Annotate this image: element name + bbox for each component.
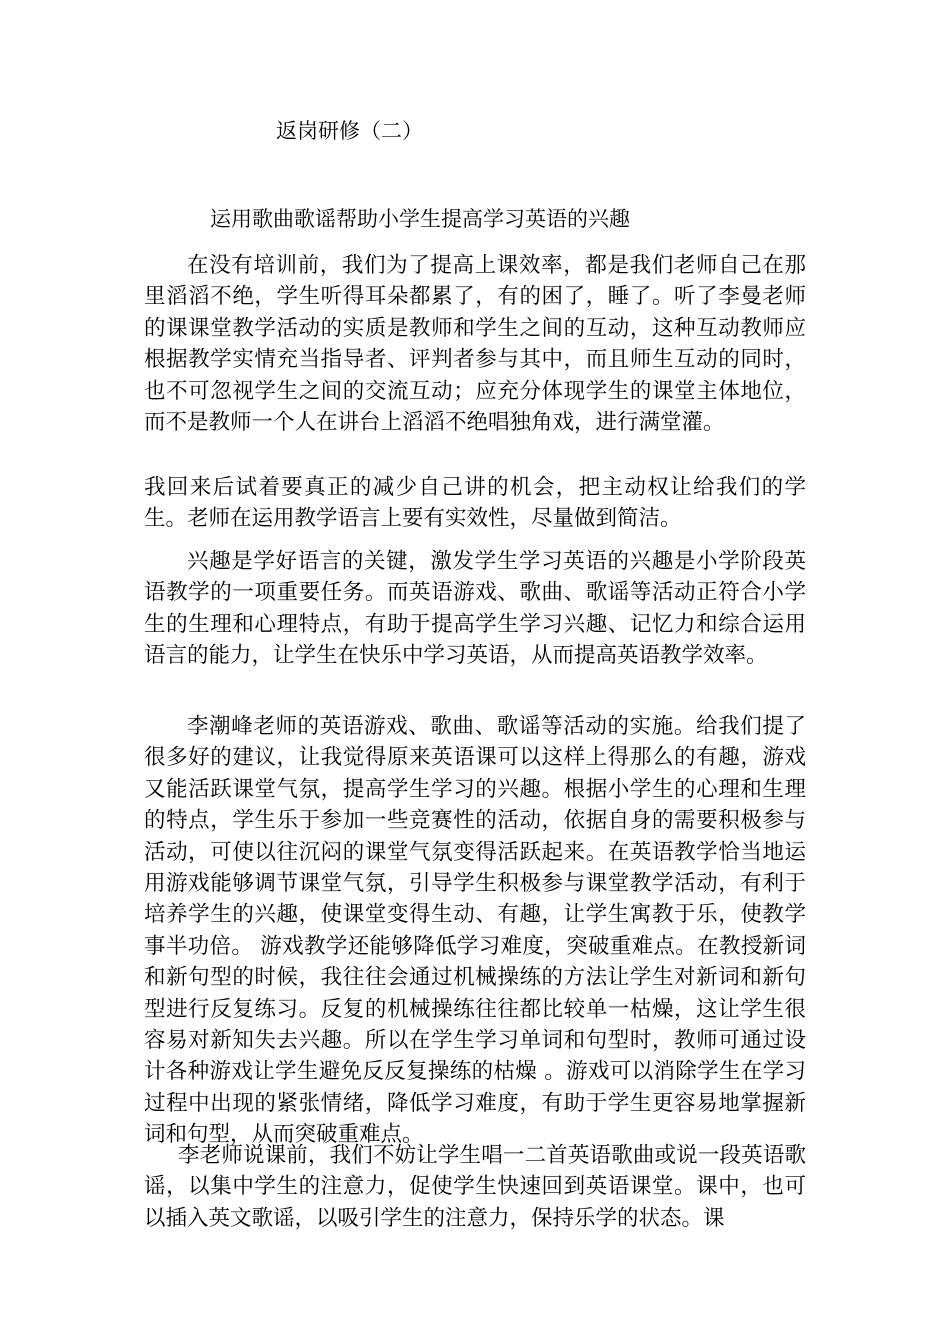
paragraph-5: 李老师说课前，我们不妨让学生唱一二首英语歌曲或说一段英语歌谣，以集中学生的注意力，促使学生快速回到英语课堂。课中，也可以插入英文歌谣，以吸引学生的注意力，保持乐学的状态。课 (144, 1143, 806, 1231)
paragraph-3: 兴趣是学好语言的关键，激发学生学习英语的兴趣是小学阶段英语教学的一项重要任务。而英语游戏、歌曲、歌谣等活动正符合小学生的生理和心理特点，有助于提高学生学习兴趣、记忆力和综合运用语言的能力，让学生在快乐中学习英语，从而提高英语教学效率。 (144, 549, 806, 669)
paragraph-1: 在没有培训前，我们为了提高上课效率，都是我们老师自己在那里滔滔不绝，学生听得耳朵都累了，有的困了，睡了。听了李曼老师的课课堂教学活动的实质是教师和学生之间的互动，这种互动教师应根据教学实情充当指导者、评判者参与其中，而且师生互动的同时，也不可忽视学生之间的交流互动；应充分体现学生的课堂主体地位，而不是教师一个人在讲台上滔滔不绝唱独角戏，进行满堂灌。 (144, 253, 806, 436)
paragraph-4: 李潮峰老师的英语游戏、歌曲、歌谣等活动的实施。给我们提了很多好的建议，让我觉得原来英语课可以这样上得那么的有趣，游戏又能活跃课堂气氛，提高学生学习的兴趣。根据小学生的心理和生理的特点，学生乐于参加一些竞赛性的活动，依据自身的需要积极参与活动，可使以往沉闷的课堂气氛变得活跃起来。在英语教学恰当地运用游戏能够调节课堂气氛，引导学生积极参与课堂教学活动，有利于培养学生的兴趣，使课堂变得生动、有趣，让学生寓教于乐，使教学事半功倍。 游戏教学还能够降低学习难度，突破重难点。在教授新词和新句型的时候，我往往会通过机械操练的方法让学生对新词和新句型进行反复练习。反复的机械操练往往都比较单一枯燥，这让学生很容易对新知失去兴趣。所以在学生学习单词和句型时，教师可通过设计各种游戏让学生避免反反复操练的枯燥 。游戏可以消除学生在学习过程中出现的紧张情绪，降低学习难度，有助于学生更容易地掌握新词和句型，从而突破重难点。 (144, 714, 806, 1148)
document-title: 返岗研修（二） (276, 119, 423, 143)
paragraph-2: 我回来后试着要真正的减少自己讲的机会，把主动权让给我们的学生。老师在运用教学语言上要有实效性，尽量做到简洁。 (144, 475, 806, 532)
document-subtitle: 运用歌曲歌谣帮助小学生提高学习英语的兴趣 (210, 207, 630, 231)
